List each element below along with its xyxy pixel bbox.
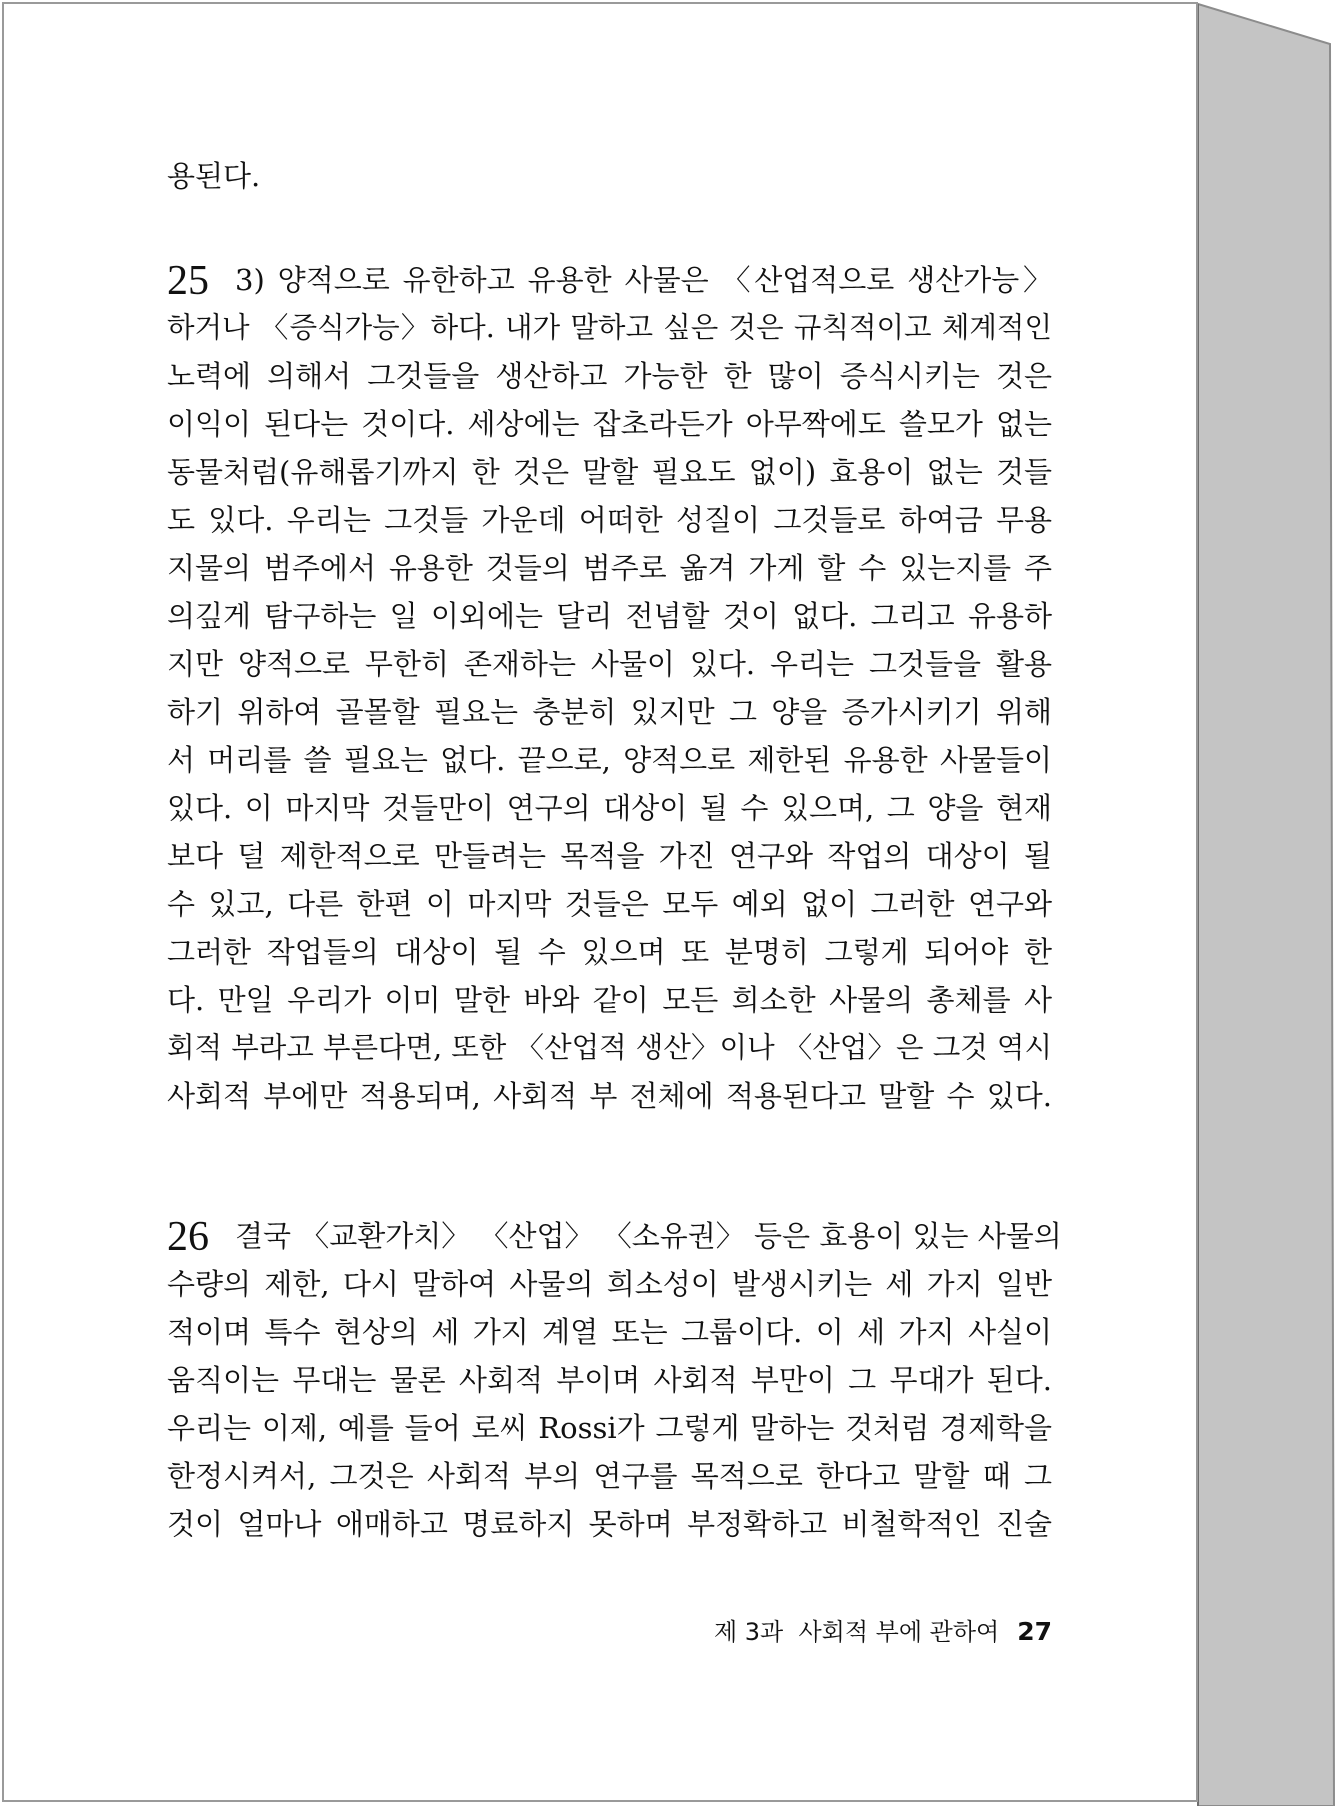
paragraph-line: 하기 위하여 골몰할 필요는 충분히 있지만 그 양을 증가시키기 위해 xyxy=(167,695,1052,729)
page-number: 27 xyxy=(1017,1617,1052,1646)
paragraph-line: 다. 만일 우리가 이미 말한 바와 같이 모든 희소한 사물의 총체를 사 xyxy=(167,983,1052,1017)
paragraph-line: 도 있다. 우리는 그것들 가운데 어떠한 성질이 그것들로 하여금 무용 xyxy=(167,503,1052,537)
paragraph-line: 수 있고, 다른 한편 이 마지막 것들은 모두 예외 없이 그러한 연구와 xyxy=(167,887,1052,921)
paragraph-line: 보다 덜 제한적으로 만들려는 목적을 가진 연구와 작업의 대상이 될 xyxy=(167,839,1052,873)
paragraph-line: 동물처럼(유해롭기까지 한 것은 말할 필요도 없이) 효용이 없는 것들 xyxy=(167,455,1052,489)
continuation-line: 용된다. xyxy=(167,159,261,193)
paragraph-line: 의깊게 탐구하는 일 이외에는 달리 전념할 것이 없다. 그리고 유용하 xyxy=(167,599,1052,633)
paragraph-number: 25 xyxy=(167,258,209,304)
paragraph-line: 이익이 된다는 것이다. 세상에는 잡초라든가 아무짝에도 쓸모가 없는 xyxy=(167,407,1052,441)
paragraph-line: 서 머리를 쓸 필요는 없다. 끝으로, 양적으로 제한된 유용한 사물들이 xyxy=(167,743,1052,777)
paragraph-line: 그러한 작업들의 대상이 될 수 있으며 또 분명히 그렇게 되어야 한 xyxy=(167,935,1052,969)
paragraph-line: 노력에 의해서 그것들을 생산하고 가능한 한 많이 증식시키는 것은 xyxy=(167,359,1052,393)
paragraph-line: 하거나 〈증식가능〉하다. 내가 말하고 싶은 것은 규칙적이고 체계적인 xyxy=(167,311,1052,344)
paragraph-line: 수량의 제한, 다시 말하여 사물의 희소성이 발생시키는 세 가지 일반 xyxy=(167,1267,1052,1301)
paragraph-line: 사회적 부에만 적용되며, 사회적 부 전체에 적용된다고 말할 수 있다. xyxy=(167,1079,1052,1113)
paragraph-number: 26 xyxy=(167,1214,209,1260)
paragraph-line: 있다. 이 마지막 것들만이 연구의 대상이 될 수 있으며, 그 양을 현재 xyxy=(167,791,1052,825)
paragraph-line: 회적 부라고 부른다면, 또한 〈산업적 생산〉이나 〈산업〉은 그것 역시 xyxy=(167,1031,1052,1064)
paragraph-line: 3) 양적으로 유한하고 유용한 사물은 〈산업적으로 생산가능〉 xyxy=(235,263,1052,297)
paragraph-line: 우리는 이제, 예를 들어 로씨 Rossi가 그렇게 말하는 것처럼 경제학을 xyxy=(167,1411,1052,1445)
paragraph-line: 적이며 특수 현상의 세 가지 계열 또는 그룹이다. 이 세 가지 사실이 xyxy=(167,1315,1052,1349)
paragraph-line: 것이 얼마나 애매하고 명료하지 못하며 부정확하고 비철학적인 진술 xyxy=(167,1507,1052,1541)
paragraph-25 xyxy=(167,256,1052,1120)
paragraph-line: 지물의 범주에서 유용한 것들의 범주로 옮겨 가게 할 수 있는지를 주 xyxy=(167,551,1052,585)
continuation-text xyxy=(167,152,1052,200)
paragraph-first-line xyxy=(167,256,235,304)
paragraph-line: 지만 양적으로 무한히 존재하는 사물이 있다. 우리는 그것들을 활용 xyxy=(167,647,1052,681)
paragraph-line: 결국 〈교환가치〉 〈산업〉 〈소유권〉 등은 효용이 있는 사물의 xyxy=(235,1219,1062,1253)
paragraph-line: 움직이는 무대는 물론 사회적 부이며 사회적 부만이 그 무대가 된다. xyxy=(167,1363,1052,1397)
paragraph-line: 한정시켜서, 그것은 사회적 부의 연구를 목적으로 한다고 말할 때 그 xyxy=(167,1459,1052,1493)
running-head: 제 3과 사회적 부에 관하여 xyxy=(713,1618,1000,1646)
paragraph-first-line xyxy=(167,1212,235,1260)
page-footer xyxy=(700,1612,1052,1652)
paragraph-26 xyxy=(167,1212,1062,1548)
